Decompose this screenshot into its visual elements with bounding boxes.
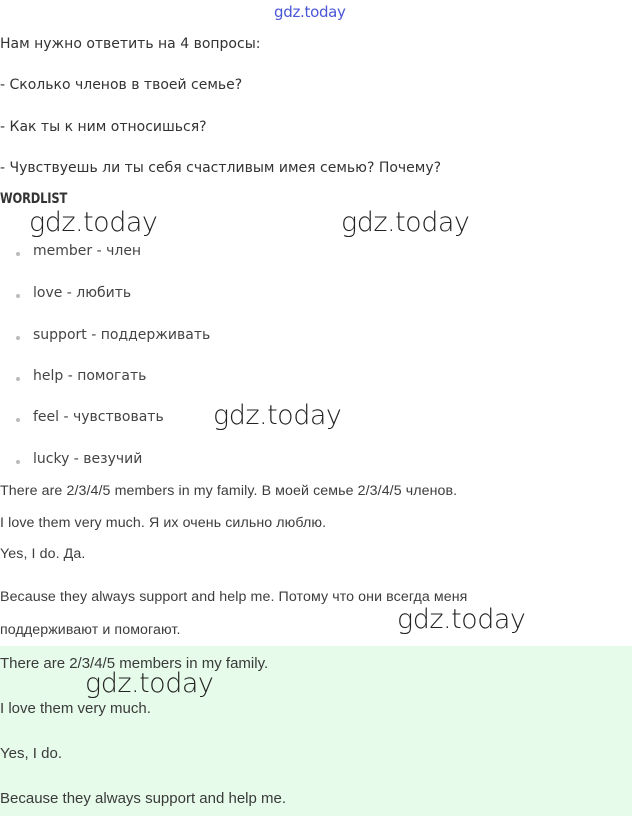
question-item: - Чувствуешь ли ты себя счастливым имея семью? Почему? bbox=[0, 160, 442, 176]
answer-translated: Yes, I do. Да. bbox=[0, 546, 86, 562]
answer-clean: Because they always support and help me. bbox=[0, 790, 287, 807]
wordlist-item: feel - чувствовать bbox=[33, 409, 164, 425]
list-bullet bbox=[16, 252, 20, 256]
answer-translated: I love them very much. Я их очень сильно люблю. bbox=[0, 515, 327, 531]
wordlist-item: lucky - везучий bbox=[33, 451, 143, 467]
list-bullet bbox=[16, 336, 20, 340]
wordlist-item: support - поддерживать bbox=[33, 327, 211, 343]
wordlist-title: WORDLIST bbox=[0, 191, 68, 207]
answer-translated: There are 2/3/4/5 members in my family. В моей семье 2/3/4/5 членов. bbox=[0, 483, 458, 499]
question-item: - Как ты к ним относишься? bbox=[0, 119, 207, 135]
list-bullet bbox=[16, 418, 20, 422]
answer-translated: поддерживают и помогают. bbox=[0, 622, 181, 638]
wordlist-item: love - любить bbox=[33, 285, 132, 301]
watermark: gdz.today bbox=[29, 207, 158, 238]
answer-clean: Yes, I do. bbox=[0, 745, 62, 762]
wordlist-item: help - помогать bbox=[33, 368, 147, 384]
watermark: gdz.today bbox=[397, 604, 526, 635]
list-bullet bbox=[16, 460, 20, 464]
watermark: gdz.today bbox=[213, 400, 342, 431]
top-watermark: gdz.today bbox=[274, 3, 346, 21]
answer-translated: Because they always support and help me. Потому что они всегда меня bbox=[0, 589, 468, 605]
list-bullet bbox=[16, 294, 20, 298]
watermark: gdz.today bbox=[85, 668, 214, 699]
answer-clean: There are 2/3/4/5 members in my family. bbox=[0, 655, 269, 672]
answer-clean: I love them very much. bbox=[0, 700, 151, 717]
questions-intro: Нам нужно ответить на 4 вопросы: bbox=[0, 36, 261, 52]
wordlist-item: member - член bbox=[33, 243, 142, 259]
list-bullet bbox=[16, 377, 20, 381]
question-item: - Сколько членов в твоей семье? bbox=[0, 77, 243, 93]
watermark: gdz.today bbox=[341, 207, 470, 238]
